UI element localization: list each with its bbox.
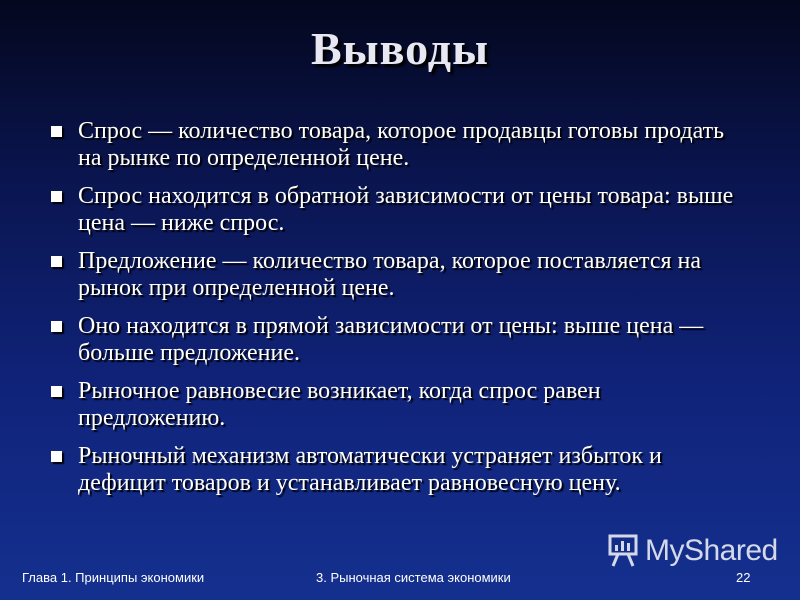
bullet-item [48, 118, 748, 172]
bullet-text: Оно находится в прямой зависимости от цены: выше цена — больше предложение. [78, 313, 704, 366]
bullet-text: Спрос находится в обратной зависимости от цены товара: выше цена — ниже спрос. [78, 183, 734, 236]
bullet-item [48, 183, 748, 237]
bullet-text: Рыночное равновесие возникает, когда спрос равен предложению. [78, 378, 601, 431]
presentation-board-icon [607, 534, 639, 568]
bullet-text: Предложение — количество товара, которое поставляется на рынок при определенной цене. [78, 248, 702, 301]
bullet-item [48, 313, 748, 367]
square-bullet-icon [51, 386, 62, 397]
myshared-watermark [607, 534, 778, 568]
footer-chapter: Глава 1. Принципы экономики [22, 570, 205, 585]
square-bullet-icon [51, 191, 62, 202]
bullet-text: Спрос — количество товара, которое продавцы готовы продать на рынке по определенной цене. [78, 118, 725, 171]
bullet-text: Рыночный механизм автоматически устраняет избыток и дефицит товаров и устанавливает равновесную цену. [78, 443, 662, 496]
bullet-item [48, 378, 748, 432]
bullet-list [48, 118, 748, 508]
square-bullet-icon [51, 451, 62, 462]
footer-section: 3. Рыночная система экономики [316, 570, 511, 585]
slide-title: Выводы [311, 23, 489, 74]
square-bullet-icon [51, 256, 62, 267]
page-number: 22 [736, 570, 751, 585]
bullet-item [48, 248, 748, 302]
watermark-text: MyShared [645, 534, 778, 567]
square-bullet-icon [51, 126, 62, 137]
bullet-item [48, 443, 748, 497]
square-bullet-icon [51, 321, 62, 332]
